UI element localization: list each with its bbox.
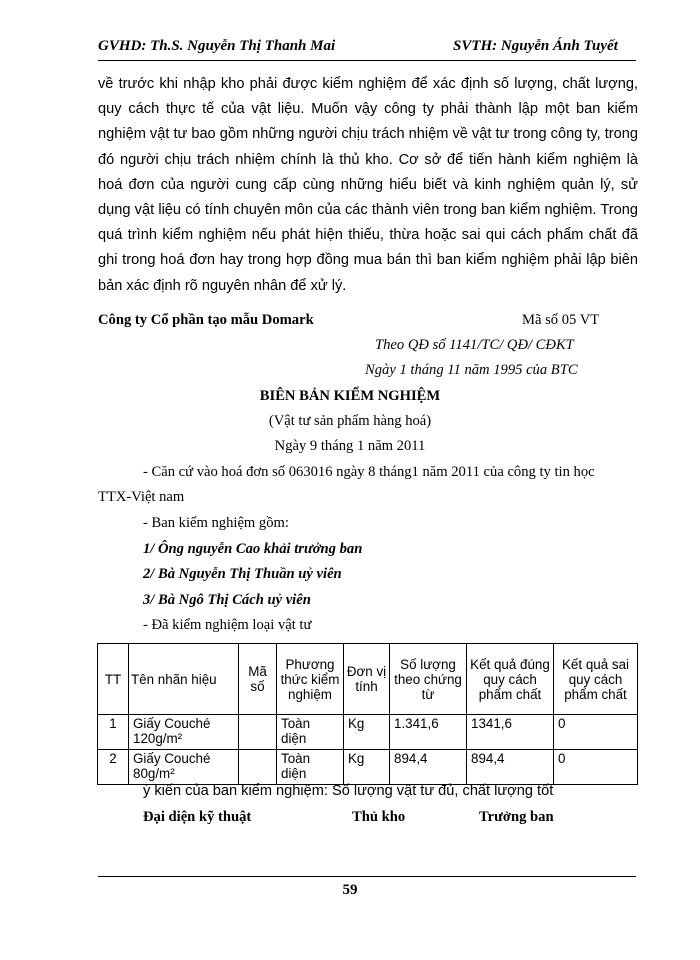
col-header-name: Tên nhãn hiệu <box>129 644 239 715</box>
item-code <box>239 715 277 750</box>
decision-date: Ngày 1 tháng 11 năm 1995 của BTC <box>365 362 578 378</box>
col-header-ok: Kết quả đúng quy cách phẩm chất <box>467 644 554 715</box>
company-name: Công ty Cổ phần tạo mẫu Domark <box>98 312 314 328</box>
item-name: Giấy Couché <box>133 751 211 766</box>
table-header-row <box>98 644 638 715</box>
header-advisor: GVHD: Th.S. Nguyễn Thị Thanh Mai <box>98 38 336 54</box>
signature-head: Trưởng ban <box>479 809 554 825</box>
page-number: 59 <box>342 882 358 898</box>
body-paragraph: về trước khi nhập kho phải được kiểm nghiệm để xác định số lượng, chất lượng, quy cách thực tế của vật liệu. Muốn vậy công ty phải thành lập một ban kiểm nghiệm vật tư bao gồm những người chịu trách nhiệm về vật tư trong công ty, trong đó người chịu trách nhiệm chính là thủ kho. Cơ sở để tiến hành kiểm nghiệm là hoá đơn của người cung cấp cùng những hiểu biết và kinh nghiệm quản lý, sử dụng vật liệu có tính chuyên môn của các thành viên trong ban kiểm nghiệm. Trong quá trình kiểm nghiệm nếu phát hiện thiếu, thừa hoặc sai qui cách phẩm chất đã ghi trong hoá đơn hay trong hợp đồng mua bán thì ban kiểm nghiệm phải lập biên bản xác định rõ nguyên nhân để xử lý. <box>98 76 638 294</box>
item-spec: 80g/m² <box>133 766 175 781</box>
document-subtitle: (Vật tư sản phẩm hàng hoá) <box>268 413 432 429</box>
col-header-code: Mã số <box>239 644 277 715</box>
table-row: 1 Giấy Couché 120g/m² Toàn diện Kg 1.341,6 1341,6 0 <box>98 715 638 750</box>
item-name: Giấy Couché <box>133 716 211 731</box>
item-unit: Kg <box>344 715 390 750</box>
inspection-table <box>97 643 638 785</box>
item-method: Toàn <box>281 716 311 731</box>
col-header-tt: TT <box>98 644 129 715</box>
col-header-qty-doc: Số lượng theo chứng từ <box>390 644 467 715</box>
item-bad: 0 <box>554 750 638 785</box>
form-code: Mã số 05 VT <box>522 312 600 328</box>
item-bad: 0 <box>554 715 638 750</box>
item-qty-doc: 1.341,6 <box>390 715 467 750</box>
committee-opinion: ý kiến của ban kiểm nghiệm: Số lượng vật tư đủ, chất lượng tốt <box>143 783 554 799</box>
item-ok: 1341,6 <box>467 715 554 750</box>
committee-intro: - Ban kiểm nghiệm gồm: <box>143 515 289 531</box>
signature-storekeeper: Thủ kho <box>352 809 406 825</box>
document-date: Ngày 9 tháng 1 năm 2011 <box>274 438 426 454</box>
signature-technical: Đại diện kỹ thuật <box>143 809 252 825</box>
table-row: 2 Giấy Couché 80g/m² Toàn diện Kg 894,4 894,4 0 <box>98 750 638 785</box>
document-title: BIÊN BẢN KIỂM NGHIỆM <box>259 388 441 404</box>
col-header-bad: Kết quả sai quy cách phẩm chất <box>554 644 638 715</box>
col-header-unit: Đơn vị tính <box>344 644 390 715</box>
header-student: SVTH: Nguyễn Ánh Tuyết <box>453 38 618 54</box>
member-3: 3/ Bà Ngô Thị Cách uỷ viên <box>143 592 311 608</box>
item-spec: 120g/m² <box>133 731 183 746</box>
basis-line-1: - Căn cứ vào hoá đơn số 063016 ngày 8 tháng1 năm 2011 của công ty tin học <box>143 464 595 480</box>
footer-rule <box>98 876 636 877</box>
inspected-intro: - Đã kiểm nghiệm loại vật tư <box>143 617 312 633</box>
col-header-method: Phương thức kiểm nghiệm <box>277 644 344 715</box>
member-2: 2/ Bà Nguyễn Thị Thuần uỷ viên <box>143 566 342 582</box>
decision-line: Theo QĐ số 1141/TC/ QĐ/ CĐKT <box>375 337 574 353</box>
basis-line-2: TTX-Việt nam <box>98 489 185 505</box>
item-method: Toàn <box>281 751 311 766</box>
item-unit: Kg <box>344 750 390 785</box>
item-ok: 894,4 <box>467 750 554 785</box>
member-1: 1/ Ông nguyễn Cao khải trưởng ban <box>143 541 363 557</box>
item-qty-doc: 894,4 <box>390 750 467 785</box>
item-code <box>239 750 277 785</box>
header-rule <box>98 60 636 61</box>
